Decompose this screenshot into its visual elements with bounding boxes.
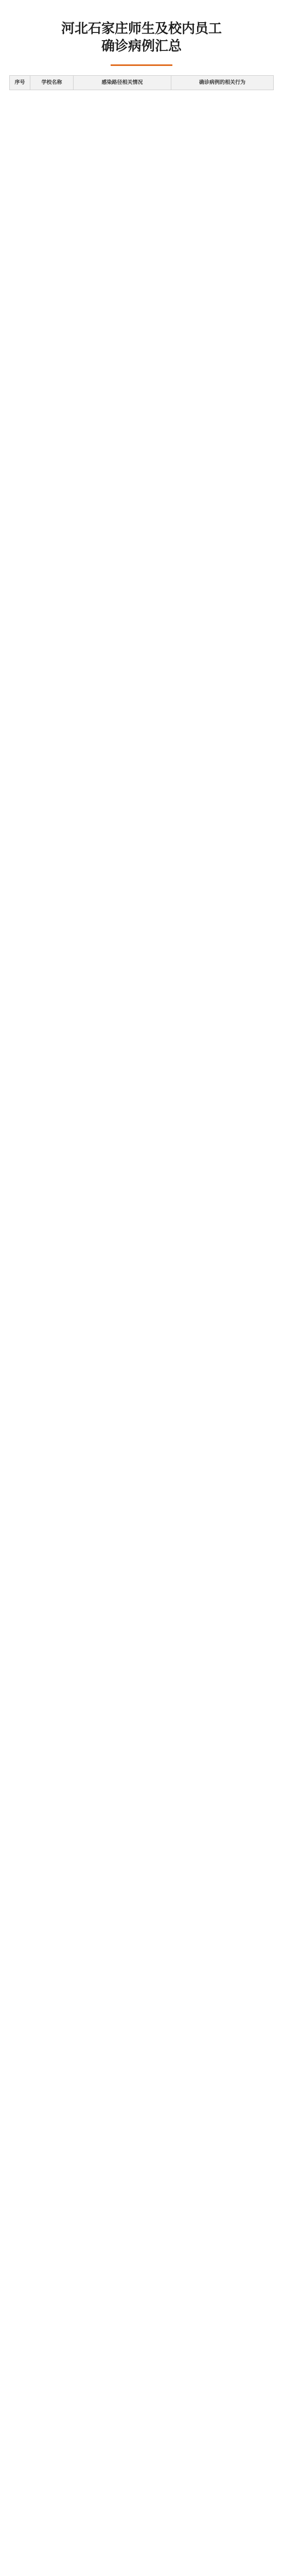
page-title bbox=[9, 20, 274, 55]
column-header-infection-path: 感染路径相关情况 bbox=[74, 75, 171, 90]
page-title-line-2: 确诊病例汇总 bbox=[101, 39, 182, 55]
column-header-case-behavior: 确诊病例的相关行为 bbox=[171, 75, 274, 90]
page-title-line-1: 河北石家庄师生及校内员工 bbox=[61, 21, 222, 37]
column-header-index: 序号 bbox=[10, 75, 30, 90]
case-table bbox=[9, 75, 274, 90]
page bbox=[0, 0, 283, 111]
column-header-school: 学校名称 bbox=[30, 75, 74, 90]
table-header-row bbox=[10, 75, 274, 90]
title-divider bbox=[111, 64, 172, 66]
